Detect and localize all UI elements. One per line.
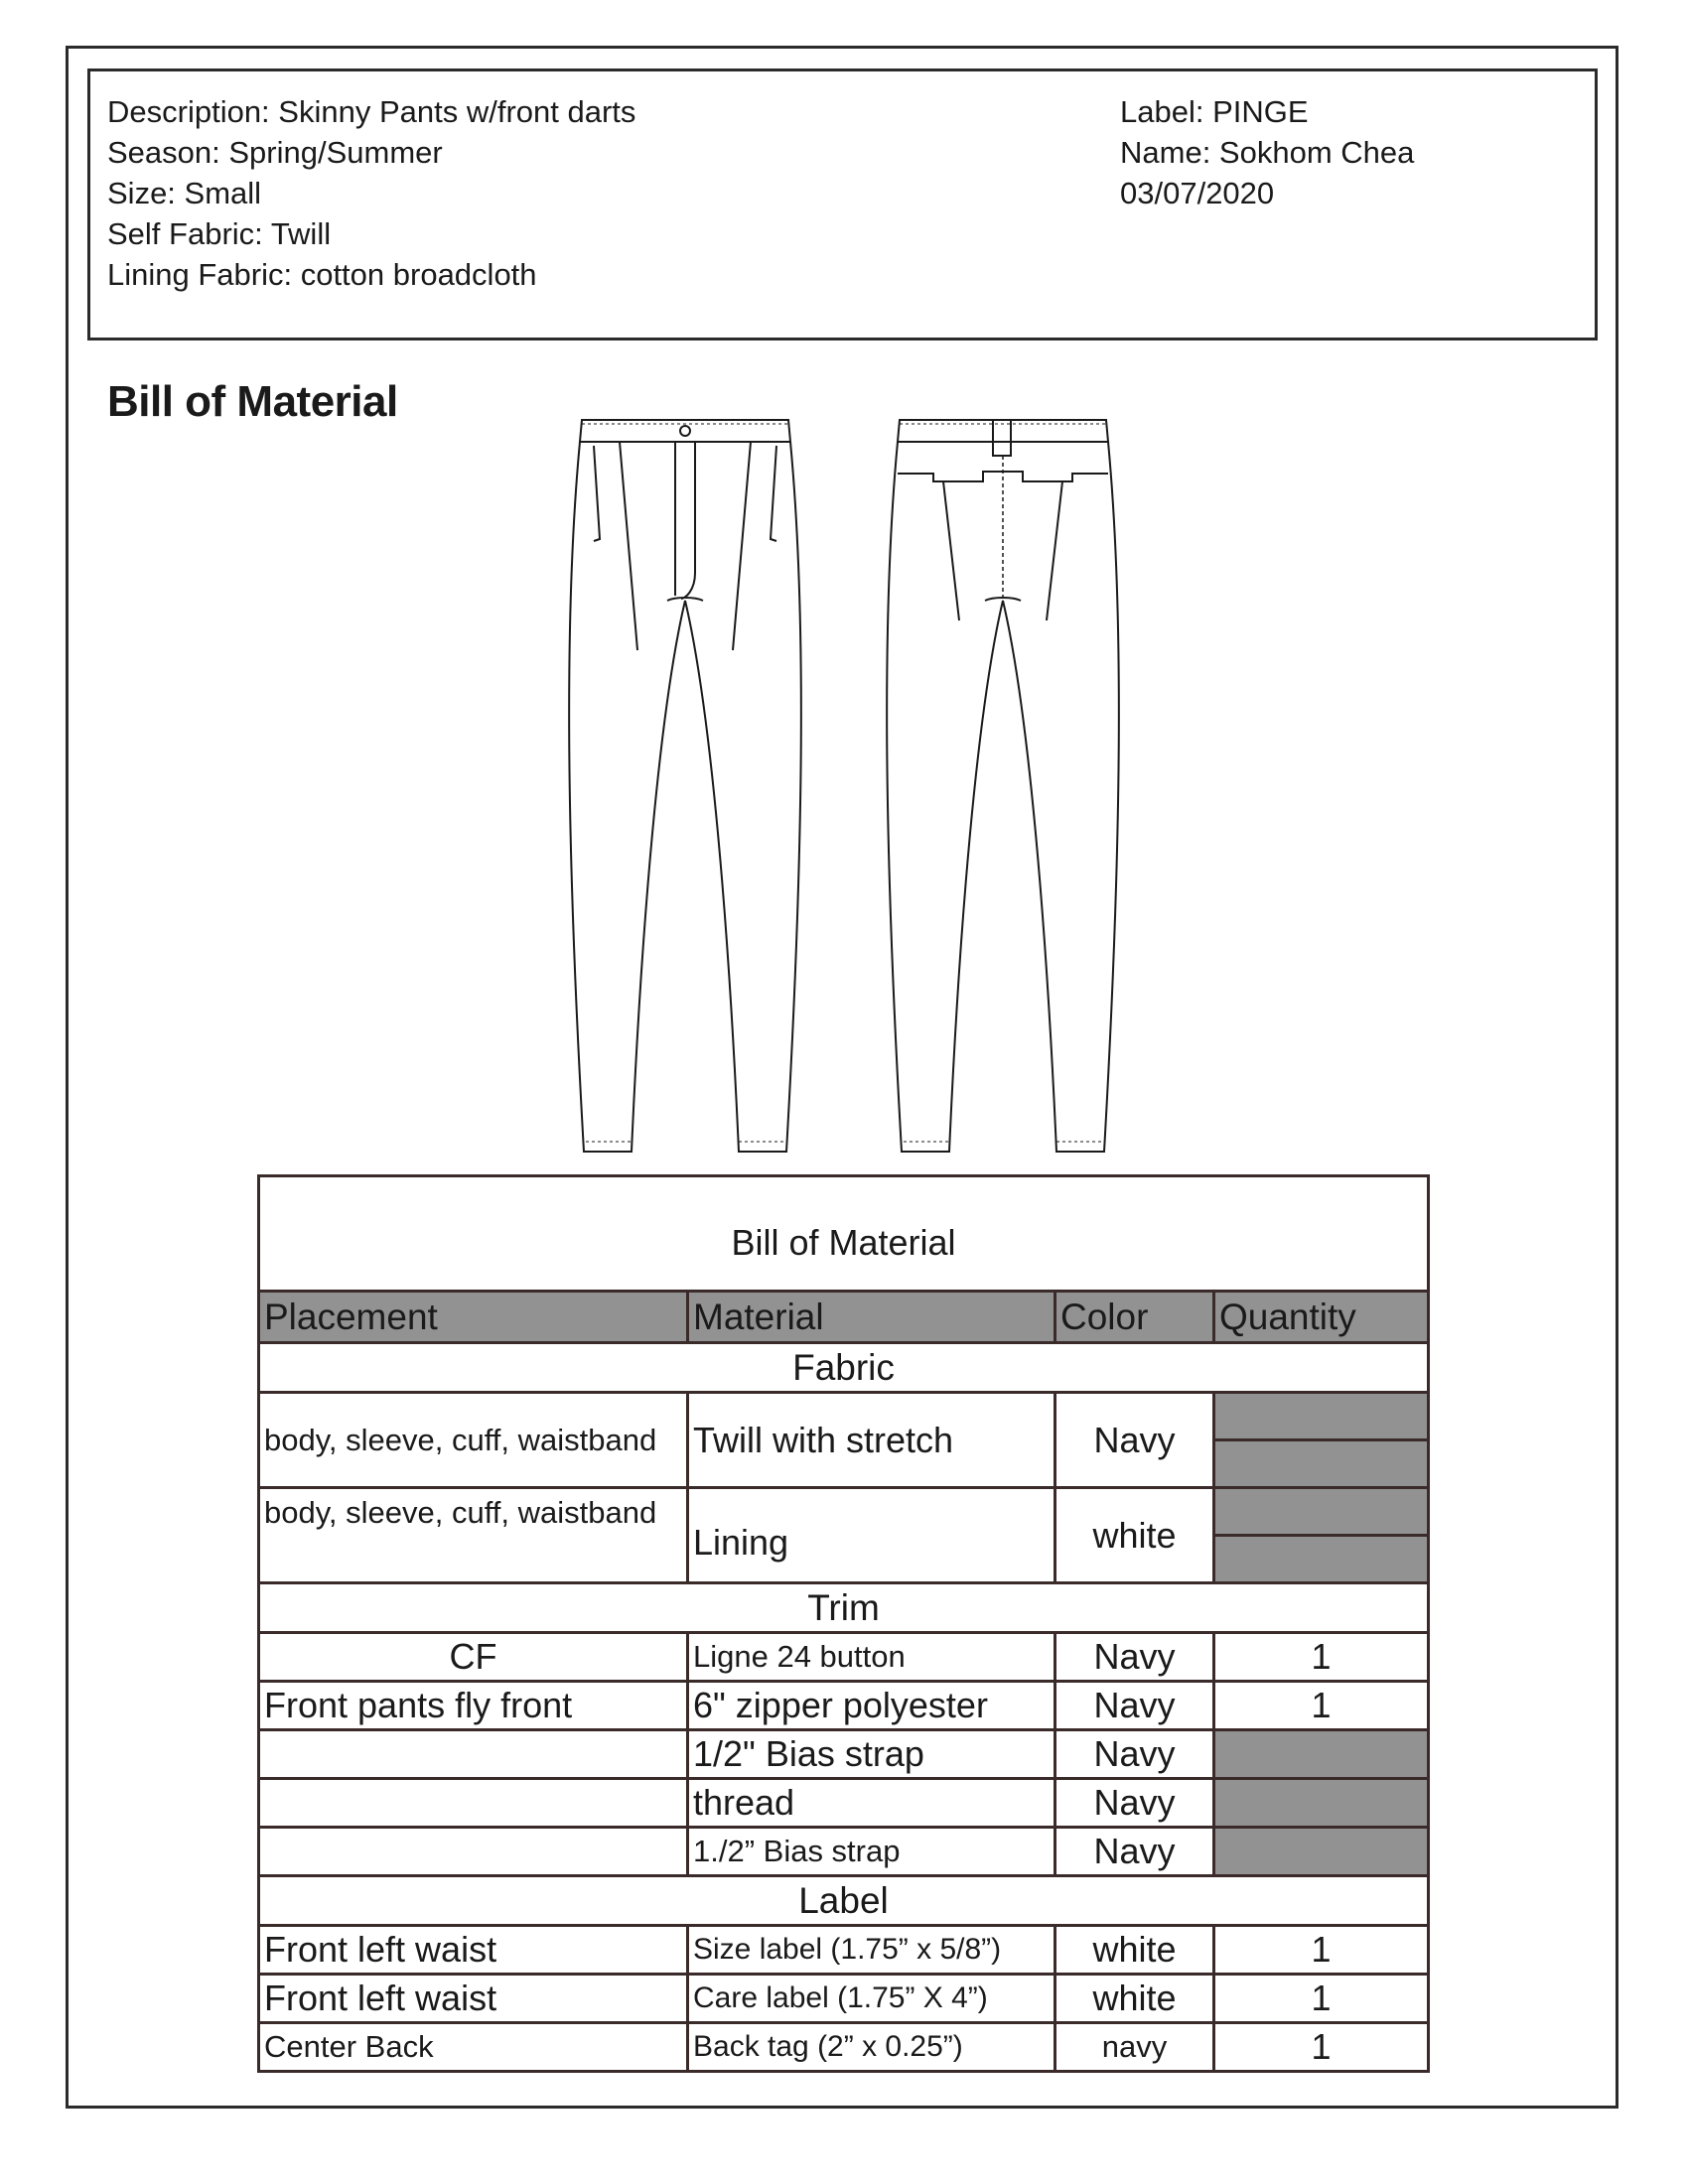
- table-title: Bill of Material: [259, 1176, 1429, 1292]
- header-quantity: Quantity: [1214, 1292, 1429, 1343]
- placement-cell: Front left waist: [259, 1975, 688, 2023]
- section-fabric-row: [259, 1343, 1429, 1393]
- quantity-cell: 1: [1214, 1926, 1429, 1975]
- bom-table: [257, 1174, 1430, 2073]
- header-material: Material: [688, 1292, 1055, 1343]
- material-cell: Size label (1.75” x 5/8”): [688, 1926, 1055, 1975]
- table-row: [259, 1975, 1429, 2023]
- quantity-cell: [1214, 1536, 1429, 1583]
- quantity-cell: 1: [1214, 1633, 1429, 1682]
- table-row: [259, 1926, 1429, 1975]
- placement-cell: [259, 1730, 688, 1779]
- section-label-row: [259, 1876, 1429, 1926]
- header-color: Color: [1055, 1292, 1214, 1343]
- table-header-row: [259, 1292, 1429, 1343]
- placement-cell: Front left waist: [259, 1926, 688, 1975]
- quantity-cell: 1: [1214, 2023, 1429, 2072]
- pants-back-sketch: [874, 412, 1132, 1161]
- material-cell: thread: [688, 1779, 1055, 1828]
- table-row: [259, 2023, 1429, 2072]
- placement-cell: Center Back: [259, 2023, 688, 2072]
- header-right-info: [1120, 91, 1414, 213]
- color-cell: white: [1055, 1926, 1214, 1975]
- section-label: Label: [259, 1876, 1429, 1926]
- placement-cell: [259, 1828, 688, 1876]
- table-row: [259, 1488, 1429, 1536]
- material-cell: Back tag (2” x 0.25”): [688, 2023, 1055, 2072]
- description-text: Description: Skinny Pants w/front darts: [107, 94, 636, 129]
- placement-cell: body, sleeve, cuff, waistband: [259, 1488, 688, 1583]
- material-cell: Lining: [688, 1488, 1055, 1583]
- size-text: Size: Small: [107, 176, 262, 210]
- section-trim: Trim: [259, 1583, 1429, 1633]
- placement-cell: Front pants fly front: [259, 1682, 688, 1730]
- color-cell: white: [1055, 1488, 1214, 1583]
- color-cell: Navy: [1055, 1393, 1214, 1488]
- date-text: 03/07/2020: [1120, 176, 1275, 210]
- color-cell: Navy: [1055, 1828, 1214, 1876]
- material-cell: Care label (1.75” X 4”): [688, 1975, 1055, 2023]
- material-cell: 1./2” Bias strap: [688, 1828, 1055, 1876]
- table-row: [259, 1779, 1429, 1828]
- placement-cell: [259, 1779, 688, 1828]
- color-cell: Navy: [1055, 1682, 1214, 1730]
- label-text: Label: PINGE: [1120, 94, 1309, 129]
- self-fabric-text: Self Fabric: Twill: [107, 216, 332, 251]
- quantity-cell: 1: [1214, 1975, 1429, 2023]
- quantity-cell: [1214, 1779, 1429, 1828]
- color-cell: Navy: [1055, 1779, 1214, 1828]
- season-text: Season: Spring/Summer: [107, 135, 443, 170]
- section-fabric: Fabric: [259, 1343, 1429, 1393]
- material-cell: 1/2" Bias strap: [688, 1730, 1055, 1779]
- designer-name-text: Name: Sokhom Chea: [1120, 135, 1415, 170]
- header-placement: Placement: [259, 1292, 688, 1343]
- pants-front-sketch: [556, 412, 814, 1161]
- quantity-cell: 1: [1214, 1682, 1429, 1730]
- color-cell: navy: [1055, 2023, 1214, 2072]
- placement-cell: body, sleeve, cuff, waistband: [259, 1393, 688, 1488]
- color-cell: Navy: [1055, 1730, 1214, 1779]
- section-trim-row: [259, 1583, 1429, 1633]
- table-row: [259, 1828, 1429, 1876]
- table-row: [259, 1633, 1429, 1682]
- page-title: Bill of Material: [107, 377, 398, 426]
- lining-fabric-text: Lining Fabric: cotton broadcloth: [107, 257, 537, 292]
- material-cell: Twill with stretch: [688, 1393, 1055, 1488]
- table-row: [259, 1730, 1429, 1779]
- material-cell: 6" zipper polyester: [688, 1682, 1055, 1730]
- quantity-cell: [1214, 1828, 1429, 1876]
- table-row: [259, 1393, 1429, 1440]
- quantity-cell: [1214, 1730, 1429, 1779]
- color-cell: Navy: [1055, 1633, 1214, 1682]
- quantity-cell: [1214, 1488, 1429, 1536]
- quantity-cell: [1214, 1393, 1429, 1440]
- quantity-cell: [1214, 1440, 1429, 1488]
- table-row: [259, 1682, 1429, 1730]
- header-left-info: [107, 91, 635, 295]
- material-cell: Ligne 24 button: [688, 1633, 1055, 1682]
- placement-cell: CF: [259, 1633, 688, 1682]
- color-cell: white: [1055, 1975, 1214, 2023]
